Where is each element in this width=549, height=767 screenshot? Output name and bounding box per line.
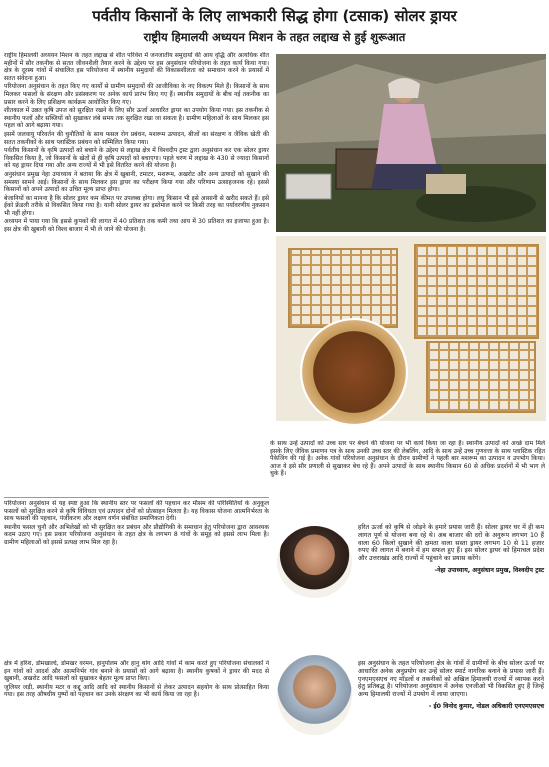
quote-text: हरित ऊर्जा को कृषि से जोड़ने के हमारे प्रयास जारी हैं। सोलर ड्रायर घर में ही कम लागत पूर्ण से योजना बना रहे थे। अब बाजार की दरों के अनुरूप लगभग 10 हैं वाला 60 किलो सुखाने की क्षमता वाला सस्ता ड्रायर लगभग 10 से 11 हजार रुपए की लागत में बनाने में हम सफल हुए हैं। इस सोलर ड्रायर को हिमाचल प्रदेश और उत्तराखंड आदि राज्यों में पहुंचाने का प्रयास करेंगे। bbox=[358, 524, 544, 563]
dryer-rack bbox=[288, 248, 398, 328]
article-column-2 bbox=[4, 500, 269, 650]
dried-apricots-photo bbox=[300, 318, 408, 426]
farmer-photo-illustration bbox=[276, 54, 546, 232]
subheadline: राष्ट्रीय हिमालयी अध्ययन मिशन के तहत लद्दाख से हुई शुरूआत bbox=[143, 30, 406, 44]
paragraph: परियोजना अनुसंधान के तहत किए गए कार्यों से ग्रामीण समुदायों की आजीविका के नए विकल्प मिले हैं। किसानों के साथ मिलकर फसलों के संरक्षण और प्रसंस्करण पर अनेक कार्य प्रारंभ किए गए हैं। स्थानीय समुदायों के बीच नई तकनीक का प्रसार करने के लिए प्रशिक्षण कार्यक्रम आयोजित किए गए। bbox=[4, 83, 269, 106]
divider bbox=[4, 497, 269, 498]
article-column-3 bbox=[4, 660, 269, 764]
quote-signature: -नेहा उपाध्याय, अनुसंधान प्रमुख, विश्वदीप ट्रस्ट bbox=[434, 566, 544, 574]
quote-block bbox=[358, 524, 544, 644]
paragraph: अनुसंधान प्रमुख नेहा उपाध्याय ने बताया कि क्षेत्र में खुबानी, टमाटर, मशरूम, अखरोट और अन्य उत्पादों को सुखाने की समस्या सामने आई। किसानों के साथ मिलकर इस ड्रायर का परीक्षण किया गया और परिणाम उत्साहजनक रहे। इससे किसानों को अपने उत्पादों का उचित मूल्य प्राप्त होगा। bbox=[4, 170, 269, 194]
headline: पर्वतीय किसानों के लिए लाभकारी सिद्ध होगा (टसाक) सोलर ड्रायर bbox=[92, 7, 457, 25]
quote-block bbox=[358, 660, 544, 764]
paragraph: राष्ट्रीय हिमालयी अध्ययन मिशन के तहत लद्दाख से शीत परिवेश में जनजातीय समुदायों की आय वृद्धि और अत्यधिक शीत महीनों में सौर तकनीक से सतत जीवनशैली तैयार करने के उद्देश्य पर इस अनुसंधान परियोजना के तहत कार्य किया गया। क्षेत्र के दूरस्थ गांवों में संचालित इस परियोजना में स्थानीय समुदायों की विकासशीलता को समाधान करने के प्रयासों में सतत संवेदना हुआ। bbox=[4, 52, 269, 82]
quote-signature: - ई0 विनोद कुमार, नोडल अधिकारी एनएमएसएच bbox=[428, 702, 544, 710]
paragraph: अध्ययन में पाया गया कि इससे कुपकों की लागत में 40 प्रतिशत तक कमी तथा आय में 30 प्रतिशत का इजाफा हुआ है। इस क्षेत्र की खुबानी को विश्व बाजार में भी ले जाने की योजना है। bbox=[4, 218, 269, 234]
article-column-right: के साथ उन्हें उत्पादों को उच्च स्तर पर बेचने की योजना पर भी कार्य किया जा रहा है। स्थानीय उत्पादों को अच्छे दाम मिले इसके लिए जैविक प्रमाणन पत्र के साथ उनकी उच्च स्तर की लेबलिंग, आदि के साथ उन्हें उच्च गुणवत्ता के साथ प्लास्टिक रहित पैकेजिंग की गई है। अनेक गांवों परियोजना अनुसंधान के दौरान ग्रामीणों ने पहली बार मशरूम का उत्पादन व उपभोग किया। आज ये इसे सौर प्रणाली से सुखाकर बेच रहे हैं। अपने उत्पादों के साथ स्थानीय किसान 60 से अधिक प्रदर्शनों में भी भाग ले चुके हैं। bbox=[270, 440, 545, 478]
farmer-photo bbox=[276, 54, 546, 232]
vinod-kumar-portrait bbox=[277, 655, 352, 735]
paragraph: स्थानीय फसल चुनौ और अभिलेखों को भी सुरक्षित कर प्रबंधन और प्रौद्योगिकी के समाधान हेतु परियोजना द्वारा आवश्यक कदम उठाए गए। इस प्रकार परियोजना अनुसंधान के तहत क्षेत्र के लगभग 8 गांवों के समूह को इससे लाभ मिला है। ग्रामीण महिलाओं को इससे प्रत्यक्ष लाभ मिल रहा है। bbox=[4, 523, 269, 546]
paragraph: जुलियर जड़ी, स्थानीय मटर व कद्दू आदि आदि को स्थानीय किसानों से लेकर उत्पादन सहयोग के साथ प्रोत्साहित किया गया। इस तरह औषधीय पुष्पों को पहचान कर उनके संरक्षण का भी कार्य किया जा रहा है। bbox=[4, 683, 269, 699]
quote-text: इस अनुसंधान के तहत परियोजना क्षेत्र के गांवों में ग्रामीणों के बीच सोलर ऊर्जा पर आधारित अनेक अनुप्रयोग कर उन्हें सोलर स्मार्ट नागरिक बनाने के प्रयास जारी हैं। एनएमएसएच नए मॉडलों व तकनीकों को अखिल हिमालयी राज्यों में व्यापक करने हेतु प्रतिबद्ध है। परियोजना अनुसंधान में अनेक एनजीओ भी विकसित हुए हैं जिन्हें अन्य हिमालयी राज्यों में उपयोग में लाया जाएगा। bbox=[358, 660, 544, 699]
paragraph: इसमें जलवायु परिवर्तन की चुनौतियों के साथ फसल रोग प्रबंधन, मशरूम उत्पादन, बीजों का संरक्षण व जैविक खेती की सतत तकनीकों के साथ प्लास्टिक प्रबंधन को सम्मिलित किया गया। bbox=[4, 130, 269, 146]
dryer-rack bbox=[426, 341, 536, 413]
paragraph: क्षेत्र में हरिश, डोमखाल्दे, डोमखर वरमन, हानुपोलम और हानु थांग आदि गांवों में काम करते हुए परियोजना संचालकों ने इन गांवों को आदर्श और आत्मनिर्भर गांव बनाने के प्रयासों को आगे बढ़ाया है। स्थानीय कुषकों ने ड्रायर की मदद से खुबानी, अखरोट आदि फसलों को सुखाकर बेहतर मूल्य प्राप्त किए। bbox=[4, 660, 269, 683]
article-column-1 bbox=[4, 52, 269, 497]
neha-upadhyay-portrait bbox=[277, 526, 352, 598]
paragraph: पर्वतीय किसानों के कृषि उत्पादों को बचाने के उद्देश्य से लद्दाख क्षेत्र में विश्वदीप ट्रस्ट द्वारा अनुसंधान कर एक सोलर ड्रायर विकसित किया है, जो किसानों के खेतों से ही कृषि उत्पादों को बचाएगा। पहले चरण में लद्दाख के 430 से ज्यादा किसानों को यह ड्रायर दिया गया और अन्य राज्यों में भी इसे वितरित करने की योजना है। bbox=[4, 147, 269, 170]
paragraph: शीतकाल में उन्नत कृषि उपज को सुरक्षित रखने के लिए सौर ऊर्जा आधारित ड्रायर का उपयोग किया गया। इस तकनीक से स्थानीय फलों और सब्जियों को सुखाकर लंबे समय तक सुरक्षित रखा जा सकता है। ग्रामीण महिलाओं के साथ मिलकर इस पहल को आगे बढ़ाया गया। bbox=[4, 107, 269, 130]
dryer-rack bbox=[414, 244, 539, 339]
paragraph: परियोजना अनुसंधान से यह स्पष्ट हुआ कि स्थानीय स्तर पर फसलों की पहचान कर मौसम की परिस्थितियों के अनुकूल फसलों को सुरक्षित करने से कृषि विविधता एवं उत्पादन दोनों को प्रोत्साहन मिलता है। यह विकास योजना आत्मनिर्भरता के साथ फसलों की पहचान, पंजीकरण और लक्षण वर्णन संबंधित प्रमाणिकता देगी। bbox=[4, 500, 269, 523]
paragraph: बेजानियों का मानना है कि सोलर ड्रायर कम कीमत पर उपलब्ध होगा। लघु किसान भी इसे आसानी से खरीद सकते हैं। इसे ईको फ्रेंडली तरीके से विकसित किया गया है। यानी सोलर ड्रायर का इस्तेमाल करने पर किसी तरह का पर्यावरणीय नुकसान भी नहीं होगा। bbox=[4, 194, 269, 217]
